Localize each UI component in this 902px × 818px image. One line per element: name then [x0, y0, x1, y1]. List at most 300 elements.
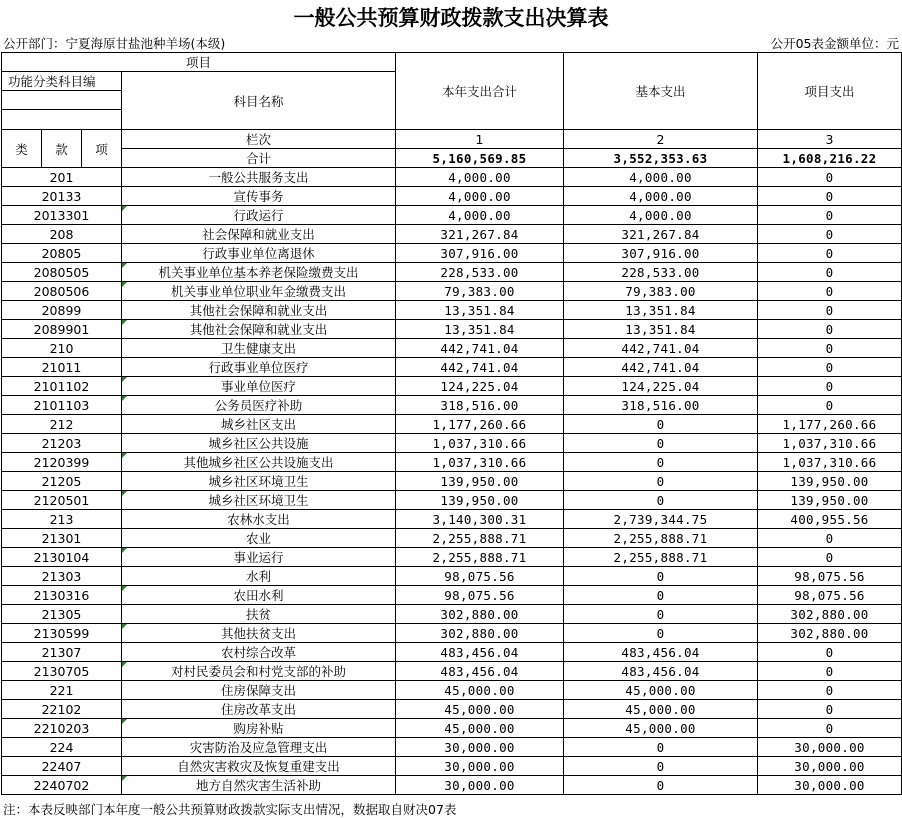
- row-project: [758, 643, 902, 662]
- row-basic: [564, 358, 758, 377]
- row-project-text: 0: [825, 321, 834, 337]
- row-subject-name-text: 机关事业单位职业年金缴费支出: [171, 284, 347, 299]
- row-project-text: 0: [825, 378, 834, 394]
- row-basic-text: 79,383.00: [625, 283, 696, 299]
- row-basic: [564, 396, 758, 415]
- row-basic-text: 0: [656, 435, 665, 451]
- row-basic-text: 13,351.84: [625, 321, 696, 337]
- row-total: [396, 776, 564, 795]
- row-code: [2, 396, 122, 415]
- row-total-text: 1,037,310.66: [432, 435, 527, 451]
- row-code-text: 201: [49, 169, 74, 185]
- row-code-text: 20899: [41, 302, 82, 318]
- row-total: [396, 586, 564, 605]
- row-subject-name: [122, 396, 396, 415]
- row-code: [2, 738, 122, 757]
- row-total: [396, 529, 564, 548]
- row-total-text: 4,000.00: [448, 207, 511, 223]
- cell-comment-marker-icon: [122, 776, 127, 781]
- row-basic-text: 13,351.84: [625, 302, 696, 318]
- row-subject-name: [122, 187, 396, 206]
- row-basic-text: 45,000.00: [625, 682, 696, 698]
- row-project: [758, 187, 902, 206]
- row-project: [758, 567, 902, 586]
- table-row: [2, 396, 902, 415]
- row-project: [758, 548, 902, 567]
- row-basic-text: 321,267.84: [621, 226, 700, 242]
- row-code: [2, 320, 122, 339]
- row-subject-name-text: 灾害防治及应急管理支出: [189, 740, 328, 755]
- row-basic: [564, 738, 758, 757]
- row-basic: [564, 605, 758, 624]
- row-basic-text: 228,533.00: [621, 264, 700, 280]
- row-total: [396, 301, 564, 320]
- row-code-text: 22102: [41, 701, 82, 717]
- cell-comment-marker-icon: [122, 282, 127, 287]
- row-basic-text: 0: [656, 606, 665, 622]
- row-code-text: 2080506: [33, 283, 90, 299]
- row-basic-text: 4,000.00: [629, 207, 692, 223]
- row-code-text: 2101103: [33, 397, 90, 413]
- row-subject-name: [122, 320, 396, 339]
- row-code: [2, 244, 122, 263]
- header-col3: 3: [758, 130, 902, 149]
- row-project: [758, 263, 902, 282]
- row-basic: [564, 282, 758, 301]
- row-code-text: 20805: [41, 245, 82, 261]
- row-basic: [564, 263, 758, 282]
- cell-comment-marker-icon: [122, 586, 127, 591]
- row-subject-name-text: 农业: [246, 531, 272, 546]
- row-project-text: 98,075.56: [794, 568, 865, 584]
- row-project-text: 302,880.00: [790, 625, 869, 641]
- row-project-text: 0: [825, 530, 834, 546]
- row-subject-name-text: 其他社会保障和就业支出: [189, 322, 328, 337]
- row-code-text: 213: [49, 511, 74, 527]
- table-row: [2, 605, 902, 624]
- table-row: [2, 529, 902, 548]
- row-project-text: 0: [825, 359, 834, 375]
- row-project: [758, 624, 902, 643]
- row-project-text: 0: [825, 169, 834, 185]
- row-total: [396, 377, 564, 396]
- row-basic-text: 0: [656, 777, 665, 793]
- row-basic-text: 2,255,888.71: [613, 530, 708, 546]
- row-project-text: 0: [825, 682, 834, 698]
- row-subject-name: [122, 624, 396, 643]
- row-project-text: 0: [825, 283, 834, 299]
- row-total: [396, 681, 564, 700]
- row-project-text: 0: [825, 644, 834, 660]
- row-total-text: 45,000.00: [444, 720, 515, 736]
- row-project-text: 30,000.00: [794, 758, 865, 774]
- row-total: [396, 453, 564, 472]
- row-subject-name: [122, 776, 396, 795]
- row-code: [2, 415, 122, 434]
- header-col2: 2: [564, 130, 758, 149]
- row-total: [396, 738, 564, 757]
- row-project: [758, 339, 902, 358]
- row-total: [396, 719, 564, 738]
- row-subject-name-text: 行政运行: [233, 208, 284, 223]
- row-total-text: 4,000.00: [448, 169, 511, 185]
- row-basic-text: 307,916.00: [621, 245, 700, 261]
- row-total-text: 3,140,300.31: [432, 511, 527, 527]
- row-project: [758, 282, 902, 301]
- row-project: [758, 719, 902, 738]
- row-total: [396, 244, 564, 263]
- row-basic-text: 4,000.00: [629, 169, 692, 185]
- row-subject-name: [122, 472, 396, 491]
- row-code: [2, 643, 122, 662]
- row-total: [396, 510, 564, 529]
- row-project-text: 139,950.00: [790, 492, 869, 508]
- row-subject-name: [122, 453, 396, 472]
- row-total: [396, 263, 564, 282]
- row-subject-name-text: 卫生健康支出: [221, 341, 297, 356]
- row-code: [2, 662, 122, 681]
- row-project: [758, 396, 902, 415]
- row-total-text: 1,037,310.66: [432, 454, 527, 470]
- table-row: [2, 168, 902, 187]
- row-total-text: 1,177,260.66: [432, 416, 527, 432]
- row-code-text: 212: [49, 416, 74, 432]
- row-code-text: 2120501: [33, 492, 90, 508]
- row-basic-text: 0: [656, 454, 665, 470]
- row-code: [2, 681, 122, 700]
- table-row: [2, 757, 902, 776]
- table-row: [2, 472, 902, 491]
- row-code-text: 221: [49, 682, 74, 698]
- row-total-text: 13,351.84: [444, 321, 515, 337]
- row-subject-name: [122, 529, 396, 548]
- sum-label: 合计: [122, 149, 396, 168]
- row-subject-name-text: 城乡社区环境卫生: [208, 474, 309, 489]
- table-row: [2, 567, 902, 586]
- row-subject-name-text: 事业运行: [233, 550, 284, 565]
- row-project-text: 0: [825, 663, 834, 679]
- report-meta-row: [0, 36, 902, 52]
- row-code-text: 21301: [41, 530, 82, 546]
- row-total-text: 228,533.00: [440, 264, 519, 280]
- table-row: [2, 491, 902, 510]
- row-code: [2, 548, 122, 567]
- row-subject-name-text: 农林水支出: [227, 512, 290, 527]
- row-basic: [564, 244, 758, 263]
- row-subject-name-text: 城乡社区公共设施: [208, 436, 309, 451]
- row-subject-name: [122, 415, 396, 434]
- row-project-text: 0: [825, 397, 834, 413]
- row-project: [758, 757, 902, 776]
- row-project: [758, 605, 902, 624]
- row-code: [2, 491, 122, 510]
- row-code: [2, 187, 122, 206]
- row-subject-name-text: 行政事业单位医疗: [208, 360, 309, 375]
- table-row: [2, 700, 902, 719]
- header-kuan: 款: [42, 130, 82, 168]
- row-total: [396, 396, 564, 415]
- header-blank-2: [2, 110, 122, 130]
- row-subject-name-text: 公务员医疗补助: [214, 398, 303, 413]
- row-subject-name-text: 对村民委员会和村党支部的补助: [171, 664, 347, 679]
- row-project: [758, 586, 902, 605]
- row-code: [2, 624, 122, 643]
- row-basic: [564, 472, 758, 491]
- row-subject-name: [122, 662, 396, 681]
- cell-comment-marker-icon: [122, 206, 127, 211]
- row-code-text: 2013301: [33, 207, 90, 223]
- row-subject-name-text: 城乡社区支出: [221, 417, 297, 432]
- row-code: [2, 719, 122, 738]
- row-project-text: 400,955.56: [790, 511, 869, 527]
- row-total-text: 45,000.00: [444, 682, 515, 698]
- row-subject-name: [122, 225, 396, 244]
- header-col-label: 栏次: [122, 130, 396, 149]
- row-total-text: 45,000.00: [444, 701, 515, 717]
- row-total: [396, 624, 564, 643]
- cell-comment-marker-icon: [122, 491, 127, 496]
- row-basic: [564, 681, 758, 700]
- row-project: [758, 662, 902, 681]
- row-basic: [564, 757, 758, 776]
- row-basic-text: 318,516.00: [621, 397, 700, 413]
- row-basic: [564, 377, 758, 396]
- row-code: [2, 567, 122, 586]
- row-project: [758, 738, 902, 757]
- row-basic: [564, 586, 758, 605]
- header-item: 项目: [2, 53, 396, 72]
- row-basic: [564, 719, 758, 738]
- row-project-text: 30,000.00: [794, 777, 865, 793]
- row-total-text: 302,880.00: [440, 606, 519, 622]
- row-subject-name-text: 行政事业单位离退休: [202, 246, 315, 261]
- row-basic-text: 442,741.04: [621, 359, 700, 375]
- row-subject-name: [122, 301, 396, 320]
- row-basic-text: 0: [656, 739, 665, 755]
- row-code-text: 21307: [41, 644, 82, 660]
- row-total-text: 2,255,888.71: [432, 549, 527, 565]
- row-basic-text: 2,739,344.75: [613, 511, 708, 527]
- row-subject-name: [122, 738, 396, 757]
- row-project-text: 30,000.00: [794, 739, 865, 755]
- row-total: [396, 415, 564, 434]
- row-subject-name: [122, 605, 396, 624]
- row-project-text: 0: [825, 264, 834, 280]
- row-project: [758, 415, 902, 434]
- row-project: [758, 206, 902, 225]
- row-project: [758, 776, 902, 795]
- row-subject-name: [122, 757, 396, 776]
- row-basic-text: 0: [656, 625, 665, 641]
- cell-comment-marker-icon: [122, 548, 127, 553]
- row-total-text: 318,516.00: [440, 397, 519, 413]
- row-basic: [564, 548, 758, 567]
- row-project-text: 0: [825, 549, 834, 565]
- row-total: [396, 225, 564, 244]
- row-total: [396, 548, 564, 567]
- sum-total: 5,160,569.85: [396, 149, 564, 168]
- row-subject-name: [122, 719, 396, 738]
- row-code-text: 2080505: [33, 264, 90, 280]
- row-code-text: 21205: [41, 473, 82, 489]
- row-project: [758, 377, 902, 396]
- row-project-text: 1,037,310.66: [782, 454, 877, 470]
- row-code-text: 2101102: [33, 378, 90, 394]
- table-row: [2, 510, 902, 529]
- cell-comment-marker-icon: [122, 719, 127, 724]
- row-subject-name-text: 社会保障和就业支出: [202, 227, 315, 242]
- row-basic-text: 45,000.00: [625, 720, 696, 736]
- row-total: [396, 605, 564, 624]
- table-row: [2, 415, 902, 434]
- row-project-text: 0: [825, 701, 834, 717]
- row-code: [2, 510, 122, 529]
- row-code-text: 2130316: [33, 587, 90, 603]
- row-basic-text: 4,000.00: [629, 188, 692, 204]
- row-subject-name-text: 地方自然灾害生活补助: [196, 778, 322, 793]
- row-project-text: 302,880.00: [790, 606, 869, 622]
- row-code: [2, 168, 122, 187]
- row-subject-name-text: 事业单位医疗: [221, 379, 297, 394]
- row-code: [2, 301, 122, 320]
- table-row: [2, 187, 902, 206]
- row-project: [758, 320, 902, 339]
- row-code-text: 2130599: [33, 625, 90, 641]
- row-subject-name: [122, 377, 396, 396]
- row-basic: [564, 320, 758, 339]
- row-total-text: 139,950.00: [440, 473, 519, 489]
- row-subject-name-text: 住房保障支出: [221, 683, 297, 698]
- row-basic-text: 0: [656, 568, 665, 584]
- table-row: [2, 301, 902, 320]
- row-subject-name-text: 宣传事务: [233, 189, 284, 204]
- table-row: [2, 719, 902, 738]
- sum-basic: 3,552,353.63: [564, 149, 758, 168]
- table-row: [2, 320, 902, 339]
- header-blank-1: [2, 91, 122, 110]
- row-code: [2, 757, 122, 776]
- row-code-text: 20133: [41, 188, 82, 204]
- row-code-text: 21303: [41, 568, 82, 584]
- row-total-text: 4,000.00: [448, 188, 511, 204]
- row-total: [396, 700, 564, 719]
- row-code: [2, 225, 122, 244]
- row-basic: [564, 206, 758, 225]
- row-code-text: 21203: [41, 435, 82, 451]
- row-code-text: 21011: [41, 359, 82, 375]
- row-total: [396, 168, 564, 187]
- row-subject-name-text: 农村综合改革: [221, 645, 297, 660]
- row-basic: [564, 434, 758, 453]
- row-project: [758, 434, 902, 453]
- table-row: [2, 453, 902, 472]
- row-basic-text: 442,741.04: [621, 340, 700, 356]
- row-subject-name-text: 其他扶贫支出: [221, 626, 297, 641]
- row-basic: [564, 225, 758, 244]
- row-project: [758, 681, 902, 700]
- row-code-text: 224: [49, 739, 74, 755]
- row-basic-text: 0: [656, 587, 665, 603]
- report-title: 一般公共预算财政拨款支出决算表: [293, 6, 609, 30]
- row-subject-name-text: 自然灾害救灾及恢复重建支出: [177, 759, 340, 774]
- expenditure-table: [1, 52, 902, 795]
- row-subject-name: [122, 434, 396, 453]
- row-subject-name: [122, 681, 396, 700]
- row-subject-name: [122, 586, 396, 605]
- row-total: [396, 662, 564, 681]
- table-row: [2, 662, 902, 681]
- row-basic-text: 0: [656, 416, 665, 432]
- row-total: [396, 339, 564, 358]
- row-code: [2, 700, 122, 719]
- row-code-text: 2120399: [33, 454, 90, 470]
- row-project-text: 0: [825, 226, 834, 242]
- table-row: [2, 282, 902, 301]
- row-code: [2, 263, 122, 282]
- row-basic: [564, 491, 758, 510]
- table-row: [2, 624, 902, 643]
- row-subject-name-text: 购房补贴: [233, 721, 284, 736]
- row-code-text: 2240702: [33, 777, 90, 793]
- row-basic: [564, 700, 758, 719]
- row-subject-name-text: 水利: [246, 569, 272, 584]
- row-project-text: 0: [825, 302, 834, 318]
- row-project: [758, 358, 902, 377]
- row-total-text: 124,225.04: [440, 378, 519, 394]
- cell-comment-marker-icon: [122, 377, 127, 382]
- row-subject-name: [122, 244, 396, 263]
- table-row: [2, 339, 902, 358]
- row-subject-name-text: 机关事业单位基本养老保险缴费支出: [158, 265, 359, 280]
- table-row: [2, 263, 902, 282]
- row-project-text: 0: [825, 188, 834, 204]
- row-project: [758, 453, 902, 472]
- table-row: [2, 377, 902, 396]
- table-row: [2, 225, 902, 244]
- row-basic-text: 483,456.04: [621, 663, 700, 679]
- row-project: [758, 491, 902, 510]
- row-subject-name: [122, 491, 396, 510]
- header-subject-name: 科目名称: [122, 72, 396, 130]
- header-total: 本年支出合计: [396, 53, 564, 130]
- header-func-code: 功能分类科目编: [2, 72, 122, 91]
- cell-comment-marker-icon: [122, 624, 127, 629]
- row-total: [396, 187, 564, 206]
- row-total: [396, 206, 564, 225]
- row-basic: [564, 624, 758, 643]
- row-project-text: 1,177,260.66: [782, 416, 877, 432]
- row-total-text: 302,880.00: [440, 625, 519, 641]
- row-basic: [564, 567, 758, 586]
- row-code: [2, 605, 122, 624]
- row-project-text: 139,950.00: [790, 473, 869, 489]
- table-row: [2, 586, 902, 605]
- row-subject-name: [122, 358, 396, 377]
- row-subject-name-text: 一般公共服务支出: [208, 170, 309, 185]
- header-xiang: 项: [82, 130, 122, 168]
- row-subject-name: [122, 263, 396, 282]
- row-total-text: 13,351.84: [444, 302, 515, 318]
- row-code: [2, 377, 122, 396]
- row-total-text: 139,950.00: [440, 492, 519, 508]
- row-code: [2, 586, 122, 605]
- row-subject-name: [122, 510, 396, 529]
- row-total-text: 483,456.04: [440, 644, 519, 660]
- footnote: 注：本表反映部门本年度一般公共预算财政拨款实际支出情况，数据取自财决07表: [3, 802, 457, 817]
- row-total: [396, 434, 564, 453]
- row-total: [396, 567, 564, 586]
- row-basic: [564, 415, 758, 434]
